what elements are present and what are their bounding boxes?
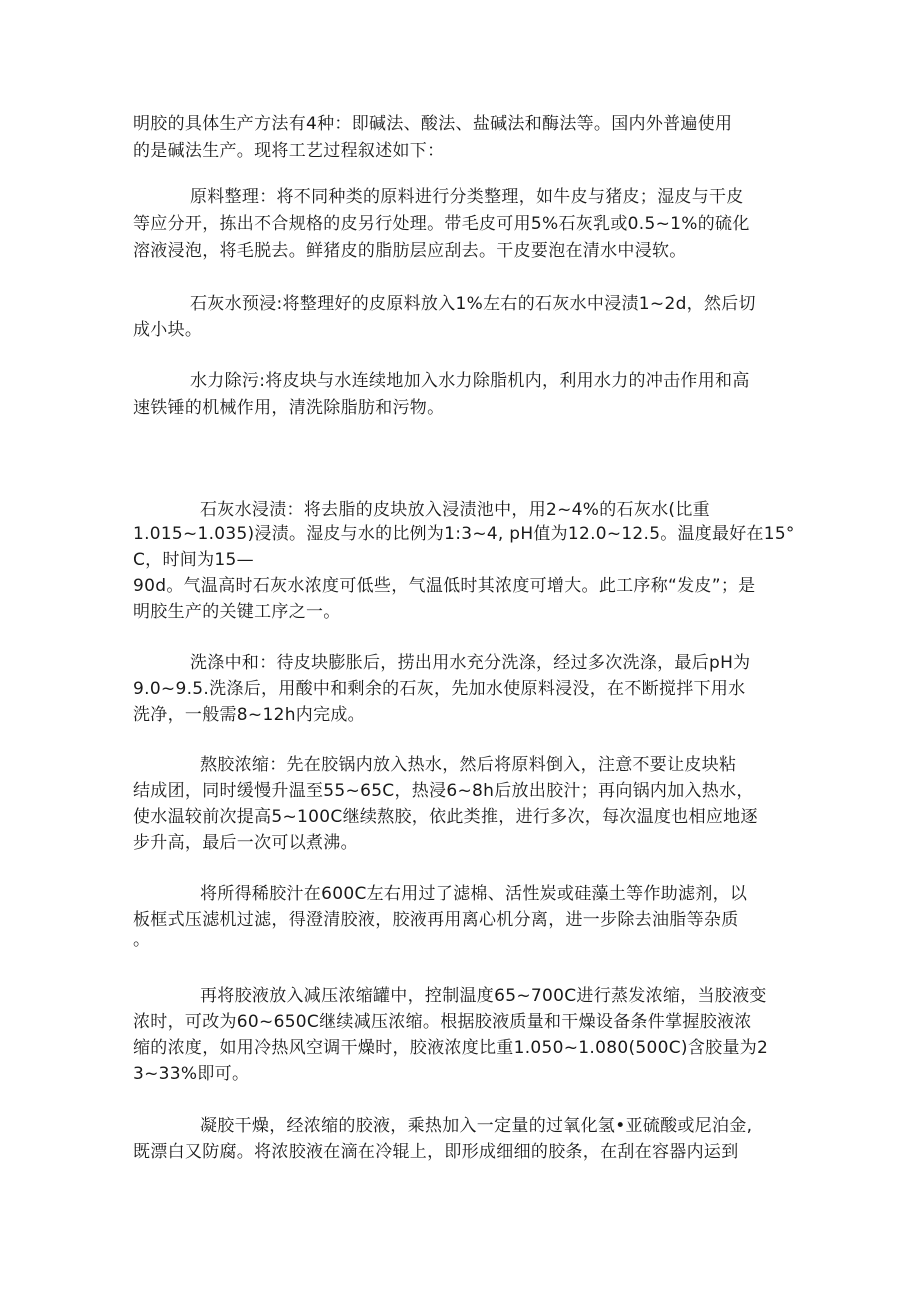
glue-boiling-line-1: 熬胶浓缩：先在胶锅内放入热水，然后将原料倒入，注意不要让皮块粘 (200, 755, 737, 775)
lime-soaking-line-3: C，时间为15— (133, 550, 254, 570)
hydraulic-cleaning-line-2: 速铁锤的机械作用，清洗除脂肪和污物。 (133, 398, 445, 418)
vacuum-concentration-line-2: 浓时，可改为60~650C继续减压浓缩。根据胶液质量和干燥设备条件掌握胶液浓 (133, 1012, 752, 1032)
glue-boiling-line-3: 使水温较前次提高5~100C继续熬胶，依此类推，进行多次，每次温度也相应地逐 (133, 807, 758, 827)
raw-material-sorting-line-2: 等应分开，拣出不合规格的皮另行处理。带毛皮可用5%石灰乳或0.5~1%的硫化 (133, 214, 750, 234)
gelling-drying-line-1: 凝胶干燥，经浓缩的胶液，乘热加入一定量的过氧化氢•亚硫酸或尼泊金, (200, 1116, 753, 1136)
lime-soaking-line-2: 1.015~1.035)浸渍。湿皮与水的比例为1:3~4, pH值为12.0~12.5。温度最好在15° (133, 524, 795, 544)
vacuum-concentration-line-4: 3~33%即可。 (133, 1064, 250, 1084)
hydraulic-cleaning-line-1: 水力除污:将皮块与水连续地加入水力除脂机内，利用水力的冲击作用和高 (190, 371, 750, 391)
intro-line-1: 明胶的具体生产方法有4种：即碱法、酸法、盐碱法和酶法等。国内外普遍使用 (133, 114, 733, 134)
lime-presoak-line-1: 石灰水预浸:将整理好的皮原料放入1%左右的石灰水中浸渍1~2d，然后切 (190, 294, 756, 314)
lime-soaking-line-5: 明胶生产的关键工序之一。 (133, 602, 341, 622)
raw-material-sorting-line-3: 溶液浸泡，将毛脱去。鲜猪皮的脂肪层应刮去。干皮要泡在清水中浸软。 (133, 241, 687, 261)
lime-presoak-line-2: 成小块。 (133, 320, 203, 340)
lime-soaking-line-1: 石灰水浸渍：将去脂的皮块放入浸渍池中，用2~4%的石灰水(比重 (200, 500, 710, 520)
lime-soaking-line-4: 90d。气温高时石灰水浓度可低些，气温低时其浓度可增大。此工序称“发皮”；是 (133, 576, 756, 596)
filtration-line-2: 板框式压滤机过滤，得澄清胶液，胶液再用离心机分离，进一步除去油脂等杂质 (133, 910, 739, 930)
gelling-drying-line-2: 既漂白又防腐。将浓胶液在滴在冷辊上，即形成细细的胶条，在刮在容器内运到 (133, 1142, 739, 1162)
vacuum-concentration-line-3: 缩的浓度，如用冷热风空调干燥时，胶液浓度比重1.050~1.080(500C)含胶量为2 (133, 1038, 769, 1058)
washing-neutralizing-line-2: 9.0~9.5.洗涤后，用酸中和剩余的石灰，先加水使原料浸没，在不断搅拌下用水 (133, 679, 746, 699)
raw-material-sorting-line-1: 原料整理：将不同种类的原料进行分类整理，如牛皮与猪皮；湿皮与干皮 (190, 187, 744, 207)
glue-boiling-line-4: 步升高，最后一次可以煮沸。 (133, 833, 358, 853)
vacuum-concentration-line-1: 再将胶液放入减压浓缩罐中，控制温度65~700C进行蒸发浓缩，当胶液变 (200, 986, 767, 1006)
filtration-line-3: 。 (133, 930, 151, 950)
intro-line-2: 的是碱法生产。现将工艺过程叙述如下： (133, 141, 445, 161)
glue-boiling-line-2: 结成团，同时缓慢升温至55~65C，热浸6~8h后放出胶汁；再向锅内加入热水， (133, 781, 754, 801)
washing-neutralizing-line-1: 洗涤中和：待皮块膨胀后，捞出用水充分洗涤，经过多次洗涤，最后pH为 (190, 653, 751, 673)
filtration-line-1: 将所得稀胶汁在600C左右用过了滤棉、活性炭或硅藻土等作助滤剂，以 (200, 884, 748, 904)
washing-neutralizing-line-3: 洗净，一般需8~12h内完成。 (133, 705, 365, 725)
